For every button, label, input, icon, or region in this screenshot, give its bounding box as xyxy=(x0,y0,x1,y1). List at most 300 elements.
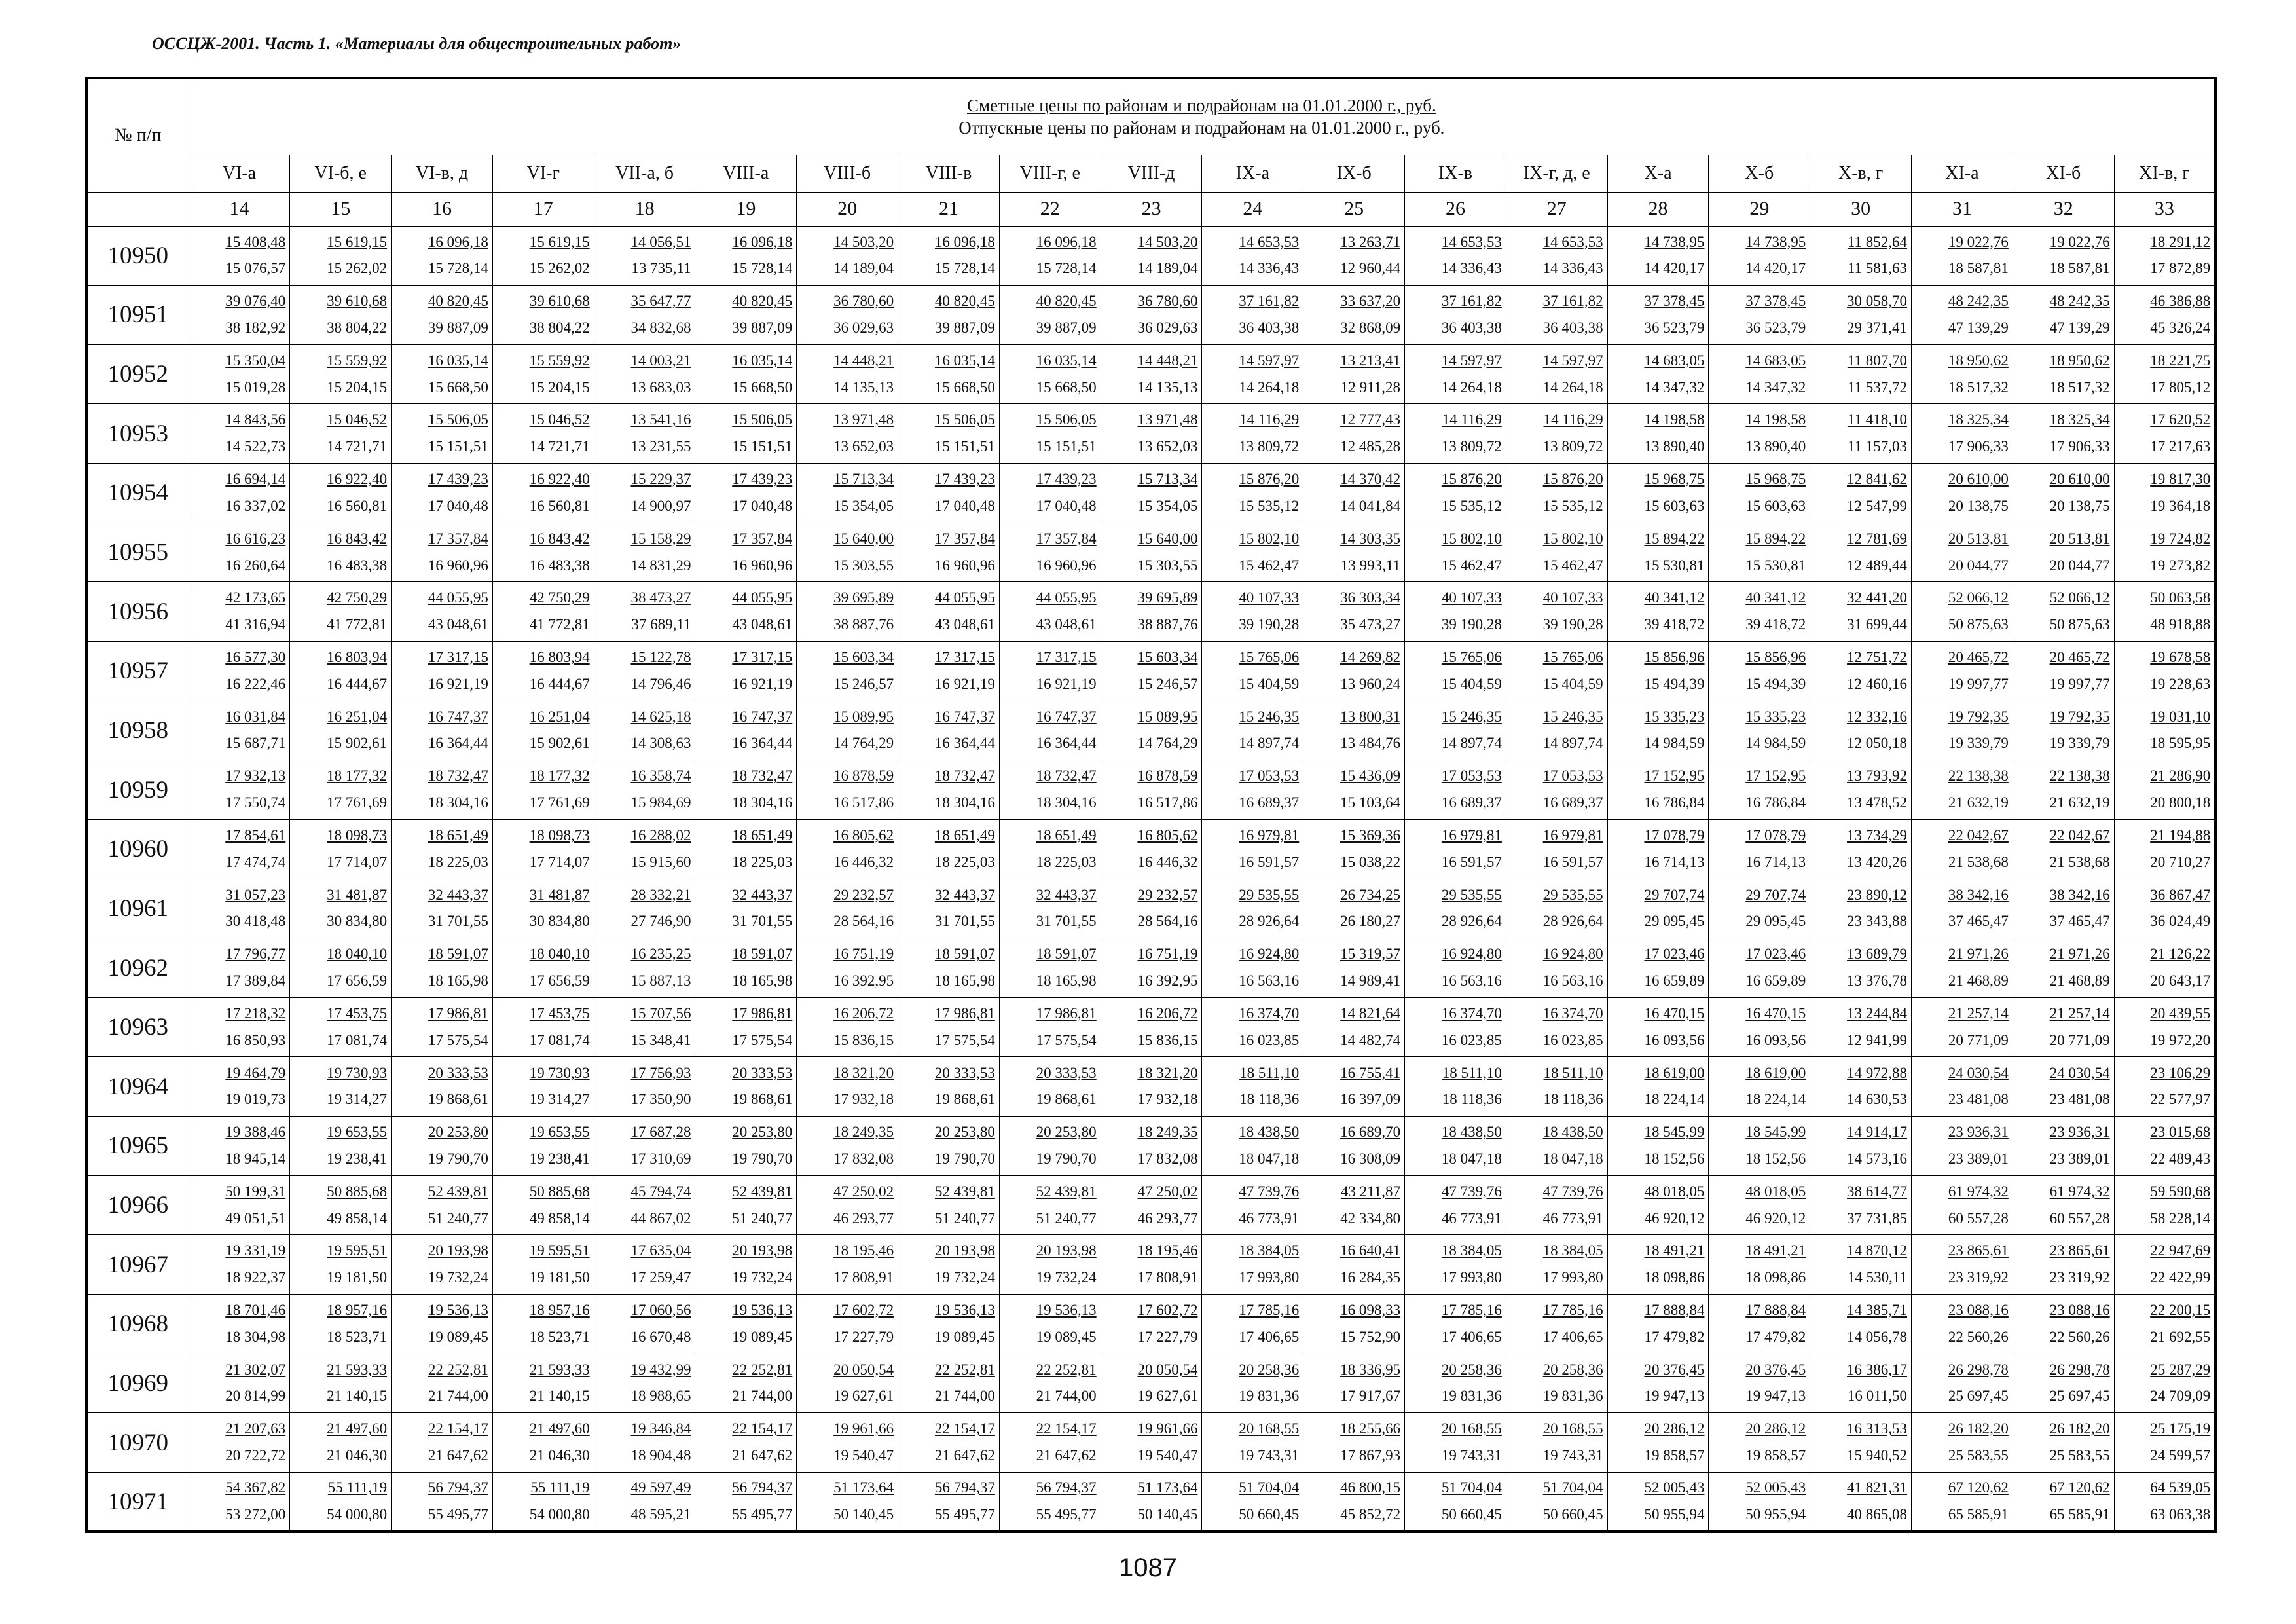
estimate-price: 16 922,40 xyxy=(529,471,590,488)
estimate-price: 14 914,17 xyxy=(1847,1124,1908,1141)
release-price: 16 921,19 xyxy=(934,675,995,692)
estimate-price: 16 288,02 xyxy=(630,826,691,843)
release-price: 18 225,03 xyxy=(934,853,995,870)
release-price: 14 189,04 xyxy=(1137,260,1198,277)
price-cell xyxy=(1709,641,1810,701)
region-header-cell: VIII-г, е xyxy=(999,155,1101,192)
estimate-price: 18 619,00 xyxy=(1745,1064,1806,1081)
price-cell xyxy=(492,997,594,1057)
release-price: 17 350,90 xyxy=(630,1091,691,1108)
estimate-price: 16 747,37 xyxy=(934,708,995,725)
release-price: 13 420,26 xyxy=(1847,853,1908,870)
column-number-cell: 21 xyxy=(898,192,1000,226)
price-cell xyxy=(1810,286,1912,345)
estimate-price: 14 597,97 xyxy=(1441,352,1502,369)
release-price: 19 238,41 xyxy=(529,1150,590,1167)
release-price: 16 960,96 xyxy=(1036,557,1097,574)
release-price: 22 489,43 xyxy=(2150,1150,2211,1167)
price-cell xyxy=(189,997,290,1057)
release-price: 16 689,37 xyxy=(1239,794,1300,811)
price-cell xyxy=(290,523,392,582)
release-price: 14 056,78 xyxy=(1847,1328,1908,1345)
release-price: 51 240,77 xyxy=(428,1209,488,1227)
price-cell xyxy=(1202,760,1303,820)
release-price: 21 046,30 xyxy=(327,1447,388,1464)
release-price: 16 591,57 xyxy=(1542,853,1603,870)
price-cell xyxy=(189,344,290,404)
price-cell xyxy=(290,819,392,879)
release-price: 17 406,65 xyxy=(1542,1328,1603,1345)
release-price: 15 494,39 xyxy=(1745,675,1806,692)
price-cell xyxy=(1810,582,1912,642)
estimate-price: 20 258,36 xyxy=(1441,1361,1502,1378)
price-cell xyxy=(695,819,797,879)
release-price: 36 523,79 xyxy=(1745,319,1806,336)
estimate-price: 18 651,49 xyxy=(428,826,488,843)
estimate-price: 20 610,00 xyxy=(2049,471,2110,488)
release-price: 28 564,16 xyxy=(833,913,894,930)
price-cell xyxy=(797,464,898,523)
estimate-price: 21 286,90 xyxy=(2150,767,2211,784)
table-row xyxy=(86,286,2215,345)
estimate-price: 16 751,19 xyxy=(833,946,894,963)
estimate-price: 39 695,89 xyxy=(1137,589,1198,606)
region-header-cell: IX-б xyxy=(1303,155,1405,192)
price-cell xyxy=(797,1235,898,1295)
release-price: 17 872,89 xyxy=(2150,260,2211,277)
estimate-price: 31 481,87 xyxy=(327,886,388,903)
price-cell xyxy=(797,938,898,998)
price-cell xyxy=(2114,701,2215,760)
estimate-price: 19 961,66 xyxy=(1137,1420,1198,1437)
release-price: 19 181,50 xyxy=(529,1269,590,1286)
release-price: 50 140,45 xyxy=(1137,1506,1198,1523)
estimate-price: 47 250,02 xyxy=(833,1183,894,1200)
price-cell xyxy=(2114,1175,2215,1235)
price-cell xyxy=(695,760,797,820)
estimate-price: 38 342,16 xyxy=(2049,886,2110,903)
region-header-cell: VI-а xyxy=(189,155,290,192)
price-cell xyxy=(1506,641,1607,701)
estimate-price: 23 088,16 xyxy=(1948,1302,2009,1319)
estimate-price: 17 023,46 xyxy=(1745,946,1806,963)
release-price: 16 364,44 xyxy=(732,735,793,752)
release-price: 16 023,85 xyxy=(1441,1031,1502,1048)
price-cell xyxy=(290,1354,392,1413)
release-price: 23 389,01 xyxy=(2049,1150,2110,1167)
estimate-price: 21 497,60 xyxy=(529,1420,590,1437)
estimate-price: 40 107,33 xyxy=(1239,589,1300,606)
price-cell xyxy=(1709,1295,1810,1354)
release-price: 15 246,57 xyxy=(833,675,894,692)
release-price: 55 495,77 xyxy=(1036,1506,1097,1523)
release-price: 18 224,14 xyxy=(1644,1091,1705,1108)
release-price: 13 809,72 xyxy=(1441,438,1502,455)
estimate-price: 17 986,81 xyxy=(732,1005,793,1022)
estimate-price: 19 388,46 xyxy=(225,1124,286,1141)
release-price: 40 865,08 xyxy=(1847,1506,1908,1523)
estimate-price: 17 453,75 xyxy=(529,1005,590,1022)
price-cell xyxy=(392,1057,493,1116)
estimate-price: 18 950,62 xyxy=(2049,352,2110,369)
price-cell xyxy=(1810,997,1912,1057)
estimate-price: 59 590,68 xyxy=(2150,1183,2211,1200)
estimate-price: 16 922,40 xyxy=(327,471,388,488)
release-price: 14 041,84 xyxy=(1340,497,1401,514)
release-price: 19 732,24 xyxy=(934,1269,995,1286)
item-code-cell: 10968 xyxy=(86,1295,189,1354)
estimate-price: 31 481,87 xyxy=(529,886,590,903)
release-price: 15 984,69 xyxy=(630,794,691,811)
estimate-price: 23 865,61 xyxy=(2049,1242,2110,1259)
estimate-price: 15 707,56 xyxy=(630,1005,691,1022)
estimate-price: 19 022,76 xyxy=(1948,233,2009,250)
region-header-cell: VIII-в xyxy=(898,155,1000,192)
price-cell xyxy=(1202,641,1303,701)
price-cell xyxy=(1506,226,1607,286)
price-cell xyxy=(1810,1116,1912,1176)
estimate-price: 46 800,15 xyxy=(1340,1479,1401,1496)
price-cell xyxy=(492,879,594,938)
estimate-price: 51 704,04 xyxy=(1239,1479,1300,1496)
estimate-price: 16 689,70 xyxy=(1340,1124,1401,1141)
region-header-cell: VIII-а xyxy=(695,155,797,192)
estimate-price: 18 384,05 xyxy=(1239,1242,1300,1259)
estimate-price: 16 235,25 xyxy=(630,946,691,963)
price-cell xyxy=(1202,464,1303,523)
estimate-price: 40 341,12 xyxy=(1644,589,1705,606)
price-cell xyxy=(898,1057,1000,1116)
estimate-price: 39 076,40 xyxy=(225,293,286,310)
release-price: 19 997,77 xyxy=(1948,675,2009,692)
price-cell xyxy=(1405,404,1506,464)
release-price: 16 659,89 xyxy=(1745,972,1806,989)
estimate-price: 20 193,98 xyxy=(428,1242,488,1259)
price-cell xyxy=(1506,344,1607,404)
release-price: 16 364,44 xyxy=(934,735,995,752)
release-price: 14 721,71 xyxy=(327,438,388,455)
price-cell xyxy=(1506,523,1607,582)
estimate-price: 17 785,16 xyxy=(1542,1302,1603,1319)
price-cell xyxy=(1202,1175,1303,1235)
region-header-cell: IX-в xyxy=(1405,155,1506,192)
estimate-price: 52 439,81 xyxy=(1036,1183,1097,1200)
estimate-price: 55 111,19 xyxy=(530,1479,590,1496)
release-price: 21 647,62 xyxy=(732,1447,793,1464)
price-cell xyxy=(290,997,392,1057)
estimate-price: 51 173,64 xyxy=(1137,1479,1198,1496)
corner-header-cell: № п/п xyxy=(86,78,189,192)
price-cell xyxy=(1405,1354,1506,1413)
price-cell xyxy=(1709,226,1810,286)
estimate-price: 26 734,25 xyxy=(1340,886,1401,903)
release-price: 34 832,68 xyxy=(630,319,691,336)
estimate-price: 48 242,35 xyxy=(1948,293,2009,310)
price-cell xyxy=(898,1413,1000,1473)
estimate-price: 19 653,55 xyxy=(529,1124,590,1141)
estimate-price: 11 418,10 xyxy=(1847,411,1908,428)
release-price: 16 591,57 xyxy=(1239,853,1300,870)
estimate-price: 14 370,42 xyxy=(1340,471,1401,488)
price-cell xyxy=(290,286,392,345)
item-code-cell: 10956 xyxy=(86,582,189,642)
release-price: 15 494,39 xyxy=(1644,675,1705,692)
release-price: 17 227,79 xyxy=(833,1328,894,1345)
release-price: 20 722,72 xyxy=(225,1447,286,1464)
estimate-price: 50 885,68 xyxy=(327,1183,388,1200)
estimate-price: 16 251,04 xyxy=(529,708,590,725)
release-price: 12 485,28 xyxy=(1340,438,1401,455)
price-cell xyxy=(1506,938,1607,998)
price-cell xyxy=(898,1175,1000,1235)
estimate-price: 16 313,53 xyxy=(1847,1420,1908,1437)
estimate-price: 33 637,20 xyxy=(1340,293,1401,310)
estimate-price: 16 096,18 xyxy=(732,233,793,250)
estimate-price: 17 756,93 xyxy=(630,1064,691,1081)
release-price: 14 336,43 xyxy=(1441,260,1502,277)
price-cell xyxy=(594,701,695,760)
price-cell xyxy=(594,819,695,879)
column-number-cell: 30 xyxy=(1810,192,1912,226)
release-price: 36 403,38 xyxy=(1441,319,1502,336)
estimate-price: 14 116,29 xyxy=(1543,411,1603,428)
estimate-price: 14 303,35 xyxy=(1340,530,1401,547)
release-price: 17 575,54 xyxy=(428,1031,488,1048)
release-price: 17 389,84 xyxy=(225,972,286,989)
estimate-price: 49 597,49 xyxy=(630,1479,691,1496)
price-cell xyxy=(1709,1235,1810,1295)
release-price: 12 460,16 xyxy=(1847,675,1908,692)
price-cell xyxy=(1303,226,1405,286)
price-cell xyxy=(1912,997,2013,1057)
estimate-price: 22 138,38 xyxy=(2049,767,2110,784)
release-price: 43 048,61 xyxy=(934,616,995,633)
estimate-price: 16 805,62 xyxy=(1137,826,1198,843)
estimate-price: 12 781,69 xyxy=(1847,530,1908,547)
price-cell xyxy=(999,1235,1101,1295)
estimate-price: 16 747,37 xyxy=(1036,708,1097,725)
release-price: 21 046,30 xyxy=(529,1447,590,1464)
release-price: 29 095,45 xyxy=(1745,913,1806,930)
estimate-price: 19 464,79 xyxy=(225,1064,286,1081)
price-cell xyxy=(1506,1057,1607,1116)
price-cell xyxy=(999,701,1101,760)
price-cell xyxy=(1405,344,1506,404)
estimate-price: 19 536,13 xyxy=(1036,1302,1097,1319)
price-cell xyxy=(1607,1057,1709,1116)
price-cell xyxy=(2013,1116,2114,1176)
estimate-price: 29 707,74 xyxy=(1745,886,1806,903)
release-price: 14 347,32 xyxy=(1644,378,1705,396)
estimate-price: 25 175,19 xyxy=(2150,1420,2211,1437)
estimate-price: 18 957,16 xyxy=(529,1302,590,1319)
estimate-price: 15 968,75 xyxy=(1745,471,1806,488)
estimate-price: 14 683,05 xyxy=(1745,352,1806,369)
price-cell xyxy=(594,226,695,286)
release-price: 19 732,24 xyxy=(732,1269,793,1286)
price-cell xyxy=(1607,523,1709,582)
release-price: 13 809,72 xyxy=(1239,438,1300,455)
price-cell xyxy=(189,523,290,582)
price-cell xyxy=(898,701,1000,760)
release-price: 17 932,18 xyxy=(1137,1091,1198,1108)
estimate-price: 14 269,82 xyxy=(1340,649,1401,666)
release-price: 15 262,02 xyxy=(529,260,590,277)
price-cell xyxy=(898,1472,1000,1532)
release-price: 18 595,95 xyxy=(2150,735,2211,752)
release-price: 22 560,26 xyxy=(1948,1328,2009,1345)
estimate-price: 14 056,51 xyxy=(630,233,691,250)
price-cell xyxy=(492,464,594,523)
estimate-price: 40 820,45 xyxy=(428,293,488,310)
price-cell xyxy=(1202,1413,1303,1473)
column-number-cell: 24 xyxy=(1202,192,1303,226)
price-cell xyxy=(492,1235,594,1295)
price-cell xyxy=(2013,523,2114,582)
estimate-price: 17 053,53 xyxy=(1542,767,1603,784)
release-price: 22 577,97 xyxy=(2150,1091,2211,1108)
estimate-price-title: Сметные цены по районам и подрайонам на 01.01.2000 г., руб. xyxy=(967,96,1436,116)
price-cell xyxy=(2013,1057,2114,1116)
column-number-cell: 25 xyxy=(1303,192,1405,226)
price-cell xyxy=(290,938,392,998)
item-code-cell: 10962 xyxy=(86,938,189,998)
price-cell xyxy=(1101,1175,1202,1235)
release-price: 15 687,71 xyxy=(225,735,286,752)
estimate-price: 20 333,53 xyxy=(428,1064,488,1081)
price-cell xyxy=(492,226,594,286)
price-cell xyxy=(2114,1057,2215,1116)
release-price: 18 517,32 xyxy=(2049,378,2110,396)
estimate-price: 51 704,04 xyxy=(1441,1479,1502,1496)
price-cell xyxy=(1506,1295,1607,1354)
estimate-price: 18 336,95 xyxy=(1340,1361,1401,1378)
estimate-price: 16 374,70 xyxy=(1542,1005,1603,1022)
estimate-price: 18 249,35 xyxy=(833,1124,894,1141)
price-cell xyxy=(392,226,493,286)
release-price: 65 585,91 xyxy=(1948,1506,2009,1523)
price-cell xyxy=(695,464,797,523)
release-price: 16 670,48 xyxy=(630,1328,691,1345)
table-row xyxy=(86,819,2215,879)
estimate-price: 39 610,68 xyxy=(529,293,590,310)
release-price: 35 473,27 xyxy=(1340,616,1401,633)
estimate-price: 18 249,35 xyxy=(1137,1124,1198,1141)
estimate-price: 16 096,18 xyxy=(428,233,488,250)
release-price: 16 689,37 xyxy=(1441,794,1502,811)
estimate-price: 21 207,63 xyxy=(225,1420,286,1437)
price-cell xyxy=(290,464,392,523)
estimate-price: 15 229,37 xyxy=(630,471,691,488)
estimate-price: 15 876,20 xyxy=(1239,471,1300,488)
estimate-price: 23 106,29 xyxy=(2150,1064,2211,1081)
price-cell xyxy=(1607,760,1709,820)
release-price: 50 875,63 xyxy=(2049,616,2110,633)
price-cell xyxy=(1506,1116,1607,1176)
estimate-price: 20 258,36 xyxy=(1239,1361,1300,1378)
price-cell xyxy=(2013,1472,2114,1532)
estimate-price: 15 408,48 xyxy=(225,233,286,250)
release-price: 19 364,18 xyxy=(2150,497,2211,514)
item-code-cell: 10957 xyxy=(86,641,189,701)
release-price: 14 796,46 xyxy=(630,675,691,692)
release-price: 14 764,29 xyxy=(1137,735,1198,752)
estimate-price: 14 116,29 xyxy=(1442,411,1502,428)
estimate-price: 47 250,02 xyxy=(1137,1183,1198,1200)
release-price: 19 181,50 xyxy=(327,1269,388,1286)
estimate-price: 15 369,36 xyxy=(1340,826,1401,843)
release-price: 15 530,81 xyxy=(1745,557,1806,574)
price-cell xyxy=(797,286,898,345)
release-price: 60 557,28 xyxy=(1948,1209,2009,1227)
price-cell xyxy=(797,582,898,642)
release-price: 16 483,38 xyxy=(529,557,590,574)
release-price: 19 947,13 xyxy=(1644,1388,1705,1405)
price-cell xyxy=(1709,879,1810,938)
item-code-cell: 10958 xyxy=(86,701,189,760)
release-price: 46 773,91 xyxy=(1441,1209,1502,1227)
release-price: 17 040,48 xyxy=(934,497,995,514)
region-header-cell: XI-а xyxy=(1912,155,2013,192)
price-table xyxy=(85,77,2217,1533)
estimate-price: 46 386,88 xyxy=(2150,293,2211,310)
release-price: 17 832,08 xyxy=(1137,1150,1198,1167)
estimate-price: 13 800,31 xyxy=(1340,708,1401,725)
estimate-price: 19 961,66 xyxy=(833,1420,894,1437)
item-code-cell: 10951 xyxy=(86,286,189,345)
release-price: 18 517,32 xyxy=(1948,378,2009,396)
release-price: 14 573,16 xyxy=(1847,1150,1908,1167)
release-price: 11 581,63 xyxy=(1847,260,1908,277)
estimate-price: 18 177,32 xyxy=(529,767,590,784)
release-price: 17 714,07 xyxy=(529,853,590,870)
price-cell xyxy=(1506,1175,1607,1235)
release-price: 23 343,88 xyxy=(1847,913,1908,930)
release-price: 46 293,77 xyxy=(833,1209,894,1227)
price-cell xyxy=(898,1235,1000,1295)
price-cell xyxy=(695,226,797,286)
release-price: 19 790,70 xyxy=(428,1150,488,1167)
estimate-price: 14 843,56 xyxy=(225,411,286,428)
estimate-price: 36 780,60 xyxy=(833,293,894,310)
release-price: 16 560,81 xyxy=(529,497,590,514)
price-cell xyxy=(1303,997,1405,1057)
price-cell xyxy=(1202,286,1303,345)
item-code-cell: 10960 xyxy=(86,819,189,879)
price-cell xyxy=(2114,344,2215,404)
release-price: 12 489,44 xyxy=(1847,557,1908,574)
estimate-price: 19 817,30 xyxy=(2150,471,2211,488)
estimate-price: 38 473,27 xyxy=(630,589,691,606)
price-cell xyxy=(898,997,1000,1057)
estimate-price: 40 341,12 xyxy=(1745,589,1806,606)
estimate-price: 15 350,04 xyxy=(225,352,286,369)
release-price: 36 523,79 xyxy=(1644,319,1705,336)
release-price: 39 418,72 xyxy=(1745,616,1806,633)
price-cell xyxy=(1506,879,1607,938)
estimate-price: 15 619,15 xyxy=(327,233,388,250)
release-price: 17 479,82 xyxy=(1745,1328,1806,1345)
table-row xyxy=(86,1413,2215,1473)
estimate-price: 32 443,37 xyxy=(1036,886,1097,903)
price-cell xyxy=(898,1295,1000,1354)
estimate-price: 16 096,18 xyxy=(1036,233,1097,250)
release-price: 15 462,47 xyxy=(1239,557,1300,574)
price-cell xyxy=(392,344,493,404)
price-cell xyxy=(999,464,1101,523)
release-price: 54 000,80 xyxy=(529,1506,590,1523)
release-price: 18 098,86 xyxy=(1745,1269,1806,1286)
